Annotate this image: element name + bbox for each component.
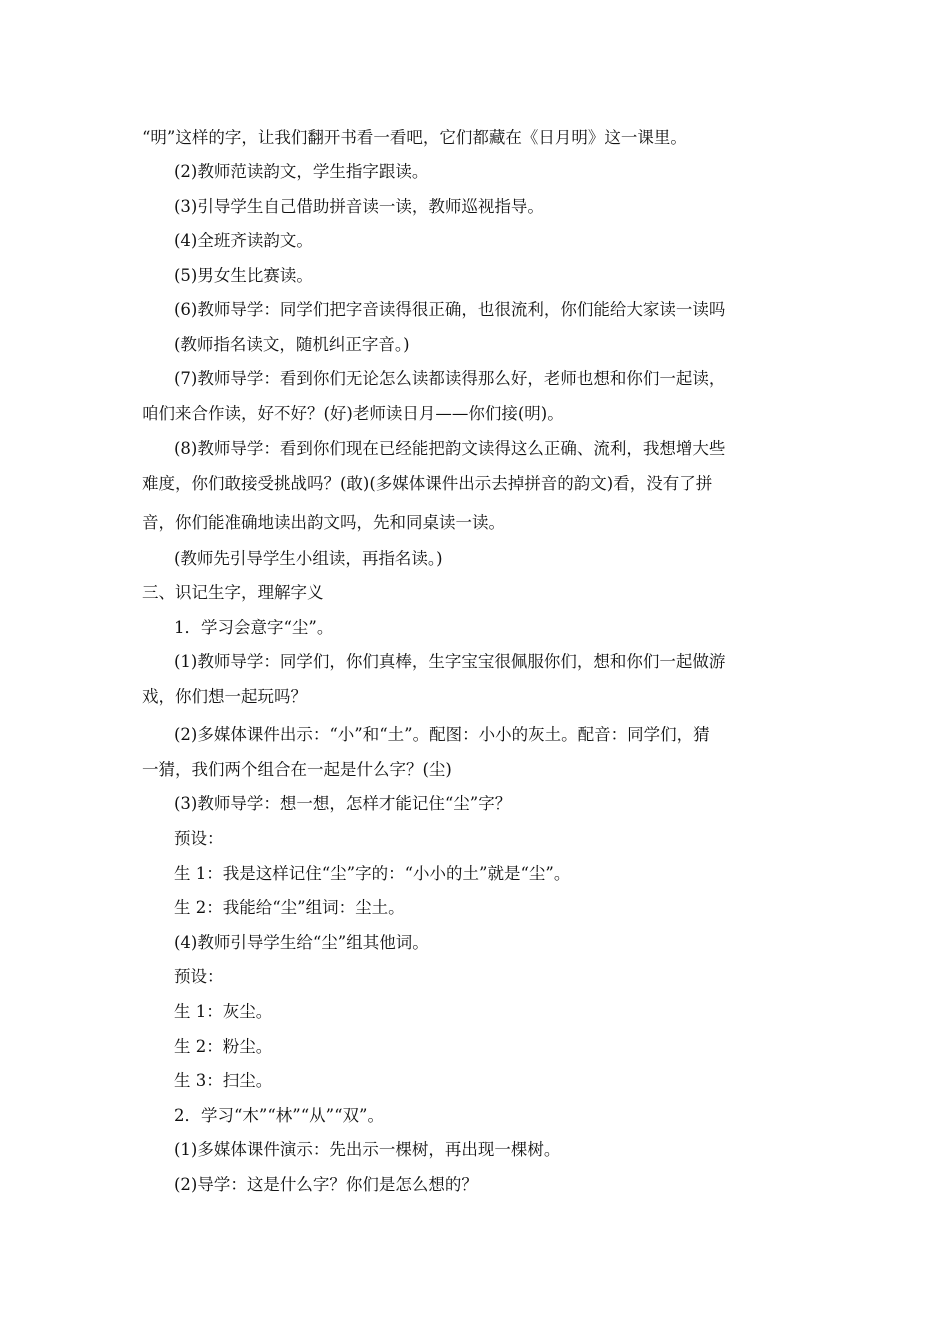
text-line: (7)教师导学：看到你们无论怎么读都读得那么好，老师也想和你们一起读，: [174, 369, 726, 388]
section-heading: 三、识记生字，理解字义: [142, 583, 324, 602]
text-line: (2)教师范读韵文，学生指字跟读。: [174, 162, 429, 181]
text-line: 生 1：我是这样记住“尘”字的：“小小的土”就是“尘”。: [174, 864, 571, 883]
text-line: (3)教师导学：想一想，怎样才能记住“尘”字？: [174, 794, 512, 813]
text-line: (8)教师导学：看到你们现在已经能把韵文读得这么正确、流利，我想增大些: [174, 439, 726, 458]
text-line: 预设：: [174, 967, 224, 986]
text-line: 生 1：灰尘。: [174, 1002, 273, 1021]
text-line: 音，你们能准确地读出韵文吗，先和同桌读一读。: [142, 513, 505, 532]
text-line: (2)多媒体课件出示：“小”和“土”。配图：小小的灰土。配音：同学们，猜: [174, 725, 710, 744]
text-line: 咱们来合作读，好不好？(好)老师读日月——你们接(明)。: [142, 404, 564, 423]
text-line: 戏，你们想一起玩吗？: [142, 687, 307, 706]
subsection-heading: 1．学习会意字“尘”。: [174, 618, 334, 637]
text-line: (教师指名读文，随机纠正字音。): [174, 335, 410, 354]
text-line: 预设：: [174, 829, 224, 848]
text-line: (4)教师引导学生给“尘”组其他词。: [174, 933, 429, 952]
text-line: (6)教师导学：同学们把字音读得很正确，也很流利，你们能给大家读一读吗: [174, 300, 726, 319]
text-line: 生 2：我能给“尘”组词：尘土。: [174, 898, 405, 917]
text-line: 一猜，我们两个组合在一起是什么字？(尘): [142, 760, 452, 779]
text-line: 生 2：粉尘。: [174, 1037, 273, 1056]
text-line: 生 3：扫尘。: [174, 1071, 273, 1090]
subsection-heading: 2．学习“木”“林”“从”“双”。: [174, 1106, 384, 1125]
text-line: “明”这样的字，让我们翻开书看一看吧，它们都藏在《日月明》这一课里。: [142, 128, 687, 147]
text-line: (2)导学：这是什么字？你们是怎么想的？: [174, 1175, 478, 1194]
text-line: (5)男女生比赛读。: [174, 266, 313, 285]
text-line: (4)全班齐读韵文。: [174, 231, 313, 250]
text-line: (1)多媒体课件演示：先出示一棵树，再出现一棵树。: [174, 1140, 561, 1159]
text-line: 难度，你们敢接受挑战吗？(敢)(多媒体课件出示去掉拼音的韵文)看，没有了拼: [142, 474, 713, 493]
text-line: (3)引导学生自己借助拼音读一读，教师巡视指导。: [174, 197, 544, 216]
text-line: (教师先引导学生小组读，再指名读。): [174, 549, 443, 568]
text-line: (1)教师导学：同学们，你们真棒，生字宝宝很佩服你们，想和你们一起做游: [174, 652, 726, 671]
